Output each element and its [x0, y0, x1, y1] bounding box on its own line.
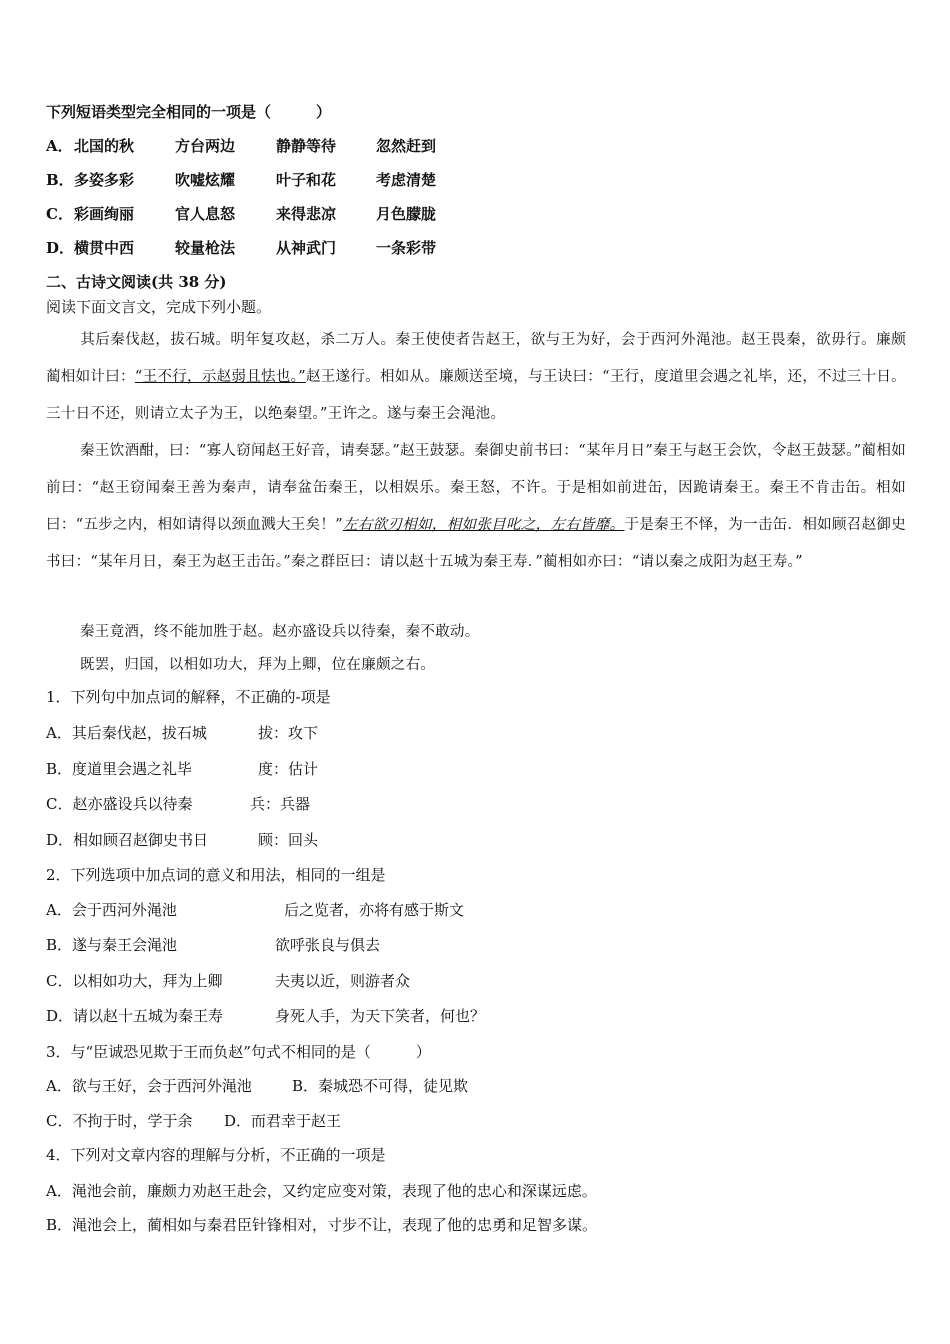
- option-text: A．其后秦伐赵，拔石城: [46, 724, 207, 742]
- q1-stem: 1．下列句中加点词的解释，不正确的-项是: [46, 688, 331, 706]
- option-text: D．请以赵十五城为秦王寿: [46, 1007, 224, 1025]
- option-label: D．: [46, 239, 75, 257]
- q2-option-c: [46, 971, 411, 991]
- passage-text: 秦王竟酒，终不能加胜于赵。赵亦盛设兵以待秦，秦不敢动。: [80, 624, 480, 640]
- option-text: C．不拘于时，学于余: [46, 1112, 193, 1130]
- phrase-option-c: [46, 204, 437, 224]
- option-text: B．度道里会遇之礼毕: [46, 760, 193, 778]
- option-note: 度：估计: [258, 760, 319, 778]
- option-item: 横贯中西: [74, 239, 135, 257]
- option-item: 官人息怒: [175, 205, 236, 223]
- option-note: 欲呼张良与俱去: [275, 936, 381, 954]
- q3-options-row-1: [46, 1076, 469, 1096]
- phrase-question-stem: 下列短语类型完全相同的一项是（ ）: [46, 103, 332, 121]
- option-item: 较量枪法: [175, 239, 236, 257]
- passage-text: 其后秦伐赵，拔石城。明年复攻赵，杀二万人。秦王使使者告赵王，欲与王为好，会于西河外渑池。赵王畏秦，欲毋行。廉颇蔺相如计曰：: [46, 332, 906, 385]
- passage-text: 于是秦王不怿，为一击缶．相如顾召赵御史书曰：“某年月日，秦王为赵王击缶。”秦之群臣曰：请以赵十五城为秦王寿．”蔺相如亦曰：“请以秦之成阳为赵王寿。”: [46, 517, 907, 570]
- q2-option-b: [46, 935, 381, 955]
- option-note: 兵：兵器: [250, 795, 311, 813]
- option-item: 方台两边: [175, 137, 236, 155]
- q4-option-b: B．渑池会上，蔺相如与秦君臣针锋相对，寸步不让，表现了他的忠勇和足智多谋。: [46, 1216, 598, 1234]
- q2-option-d: [46, 1006, 486, 1026]
- option-label: B．: [46, 171, 74, 189]
- passage-text: 赵王遂行。相如从。廉颇送至境，与王诀曰：“王行，度道里会遇之礼毕，还，不过三十日。三十日不还，则请立太子为王，以绝秦望。”王许之。遂与秦王会渑池。: [46, 369, 906, 422]
- option-item: 来得悲凉: [276, 205, 337, 223]
- underlined-sentence: 左右欲刃相如，相如张目叱之，左右皆靡。: [342, 517, 625, 533]
- option-note: 顾：回头: [258, 831, 319, 849]
- option-text: C．以相如功大，拜为上卿: [46, 972, 223, 990]
- option-item: 一条彩带: [376, 239, 437, 257]
- passage-paragraph-4: [46, 647, 906, 684]
- phrase-option-d: [46, 238, 437, 258]
- option-note: 身死人手，为天下笑者，何也？: [275, 1007, 486, 1025]
- option-note: 夫夷以近，则游者众: [275, 972, 411, 990]
- passage-paragraph-2: [46, 433, 906, 581]
- q2-option-a: [46, 900, 465, 920]
- q3-options-row-2: [46, 1111, 342, 1131]
- option-item: 月色朦胧: [376, 205, 437, 223]
- q4-stem: 4．下列对文章内容的理解与分析，不正确的一项是: [46, 1146, 386, 1164]
- passage-text: 秦王饮酒酣，曰：“寡人窃闻赵王好音，请奏瑟。”赵王鼓瑟。秦御史前书曰：“某年月日”秦王与赵王会饮，令赵王鼓瑟。”蔺相如前曰：“赵王窃闻秦王善为秦声，请奉盆缶秦王，以相娱乐。秦王怒，不许。于是相如前进缶，因跪请秦王。秦王不肯击缶。相如曰：“五步之内，相如请得以颈血溅大王矣！”: [46, 443, 906, 533]
- q1-option-c: [46, 794, 311, 814]
- q4-option-a: A．渑池会前，廉颇力劝赵王赴会，又约定应变对策，表现了他的忠心和深谋远虑。: [46, 1182, 597, 1200]
- option-text: B．遂与秦王会渑池: [46, 936, 178, 954]
- option-item: 叶子和花: [276, 171, 337, 189]
- option-item: 忽然赶到: [376, 137, 437, 155]
- option-note: 拔：攻下: [258, 724, 319, 742]
- phrase-option-b: [46, 170, 437, 190]
- option-label: A．: [46, 137, 73, 155]
- option-item: 吹嘘炫耀: [175, 171, 236, 189]
- option-text: D．而君幸于赵王: [224, 1112, 342, 1130]
- section-title: 二、古诗文阅读(共 38 分): [46, 273, 227, 291]
- option-item: 多姿多彩: [74, 171, 135, 189]
- option-item: 从神武门: [276, 239, 337, 257]
- section-instruction: 阅读下面文言文，完成下列小题。: [46, 298, 272, 316]
- option-note: 后之览者，亦将有感于斯文: [284, 901, 465, 919]
- passage-paragraph-1: [46, 322, 906, 433]
- underlined-sentence: “王不行，示赵弱且怯也。”: [134, 369, 306, 385]
- passage-paragraph-3: [46, 614, 906, 651]
- q2-stem: 2．下列选项中加点词的意义和用法，相同的一组是: [46, 866, 386, 884]
- option-text: B．秦城恐不可得，徒见欺: [292, 1077, 469, 1095]
- option-label: C．: [46, 205, 73, 223]
- q1-option-a: [46, 723, 319, 743]
- option-text: A．会于西河外渑池: [46, 901, 177, 919]
- phrase-option-a: [46, 136, 437, 156]
- option-item: 静静等待: [276, 137, 337, 155]
- q3-stem: 3．与“臣诚恐见欺于王而负赵”句式不相同的是（ ）: [46, 1043, 431, 1061]
- option-item: 彩画绚丽: [74, 205, 135, 223]
- q1-option-d: [46, 830, 319, 850]
- passage-text: 既罢，归国，以相如功大，拜为上卿，位在廉颇之右。: [80, 657, 436, 673]
- option-text: D．相如顾召赵御史书日: [46, 831, 209, 849]
- option-text: C．赵亦盛设兵以待秦: [46, 795, 193, 813]
- option-text: A．欲与王好，会于西河外渑池: [46, 1077, 252, 1095]
- option-item: 北国的秋: [74, 137, 135, 155]
- q1-option-b: [46, 759, 319, 779]
- option-item: 考虑清楚: [376, 171, 437, 189]
